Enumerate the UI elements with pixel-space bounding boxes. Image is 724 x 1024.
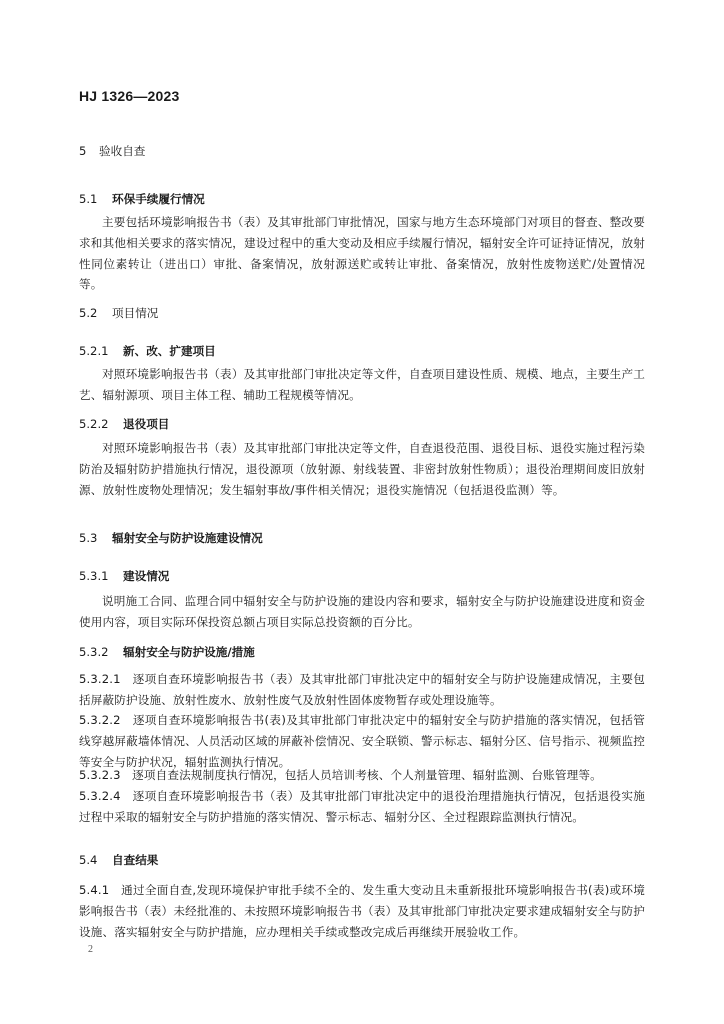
section-5-3-2-3: 5.3.2.3 逐项自查法规制度执行情况，包括人员培训考核、个人剂量管理、辐射监测、台账管理等。: [79, 768, 602, 782]
section-5-2-1-body: 对照环境影响报告书（表）及其审批部门审批决定等文件，自查项目建设性质、规模、地点，主要生产工艺、辐射源项、项目主体工程、辅助工程规模等情况。: [79, 367, 645, 402]
section-5-2-heading: 5.2 项目情况: [79, 306, 159, 320]
section-5-2-2-heading: 5.2.2 退役项目: [79, 417, 170, 431]
section-5-3-1-body: 说明施工合同、监理合同中辐射安全与防护设施的建设内容和要求，辐射安全与防护设施建设进度和资金使用内容，项目实际环保投资总额占项目实际总投资额的百分比。: [79, 594, 645, 629]
page-number: 2: [88, 944, 93, 955]
section-5-4-1: 5.4.1 通过全面自查,发现环境保护审批手续不全的、发生重大变动且未重新报批环境影响报告书(表)或环境影响报告书（表）未经批准的、未按照环境影响报告书（表）及其审批部门审批决定要求建成辐射安全与防护设施、落实辐射安全与防护措施，应办理相关手续或整改完成后再继续开展验收工作。: [79, 883, 645, 939]
section-5-2-1-heading: 5.2.1 新、改、扩建项目: [79, 344, 216, 358]
section-5-3-2-heading: 5.3.2 辐射安全与防护设施/措施: [79, 645, 255, 659]
standard-code: HJ 1326—2023: [79, 88, 180, 104]
section-5-1-heading: 5.1 环保手续履行情况: [79, 192, 205, 206]
section-5-2-2-body: 对照环境影响报告书（表）及其审批部门审批决定等文件，自查退役范围、退役目标、退役实施过程污染防治及辐射防护措施执行情况，退役源项（放射源、射线装置、非密封放射性物质）；退役治理期间废旧放射源、放射性废物处理情况；发生辐射事故/事件相关情况；退役实施情况（包括退役监测）等。: [79, 441, 645, 497]
section-5-1-body: 主要包括环境影响报告书（表）及其审批部门审批情况，国家与地方生态环境部门对项目的督查、整改要求和其他相关要求的落实情况，建设过程中的重大变动及相应手续履行情况，辐射安全许可证持证情况，放射性同位素转让（进出口）审批、备案情况，放射源送贮或转让审批、备案情况，放射性废物送贮/处置情况等。: [79, 215, 645, 292]
section-5-3-1-heading: 5.3.1 建设情况: [79, 569, 170, 583]
section-5-3-2-2: 5.3.2.2 逐项自查环境影响报告书(表)及其审批部门审批决定中的辐射安全与防护措施的落实情况，包括管线穿越屏蔽墙体情况、人员活动区域的屏蔽补偿情况、安全联锁、警示标志、辐射分区、信号指示、视频监控等安全与防护状况，辐射监测执行情况。: [79, 713, 645, 769]
section-5-3-2-4: 5.3.2.4 逐项自查环境影响报告书（表）及其审批部门审批决定中的退役治理措施执行情况，包括退役实施过程中采取的辐射安全与防护措施的落实情况、警示标志、辐射分区、全过程跟踪监测执行情况。: [79, 789, 645, 824]
section-5-4-heading: 5.4 自查结果: [79, 853, 159, 867]
section-5-3-2-1: 5.3.2.1 逐项自查环境影响报告书（表）及其审批部门审批决定中的辐射安全与防护设施建成情况，主要包括屏蔽防护设施、放射性废水、放射性废气及放射性固体废物暂存或处理设施等。: [79, 672, 645, 707]
section-5-3-heading: 5.3 辐射安全与防护设施建设情况: [79, 531, 263, 545]
section-5-heading: 5 验收自查: [79, 144, 146, 158]
